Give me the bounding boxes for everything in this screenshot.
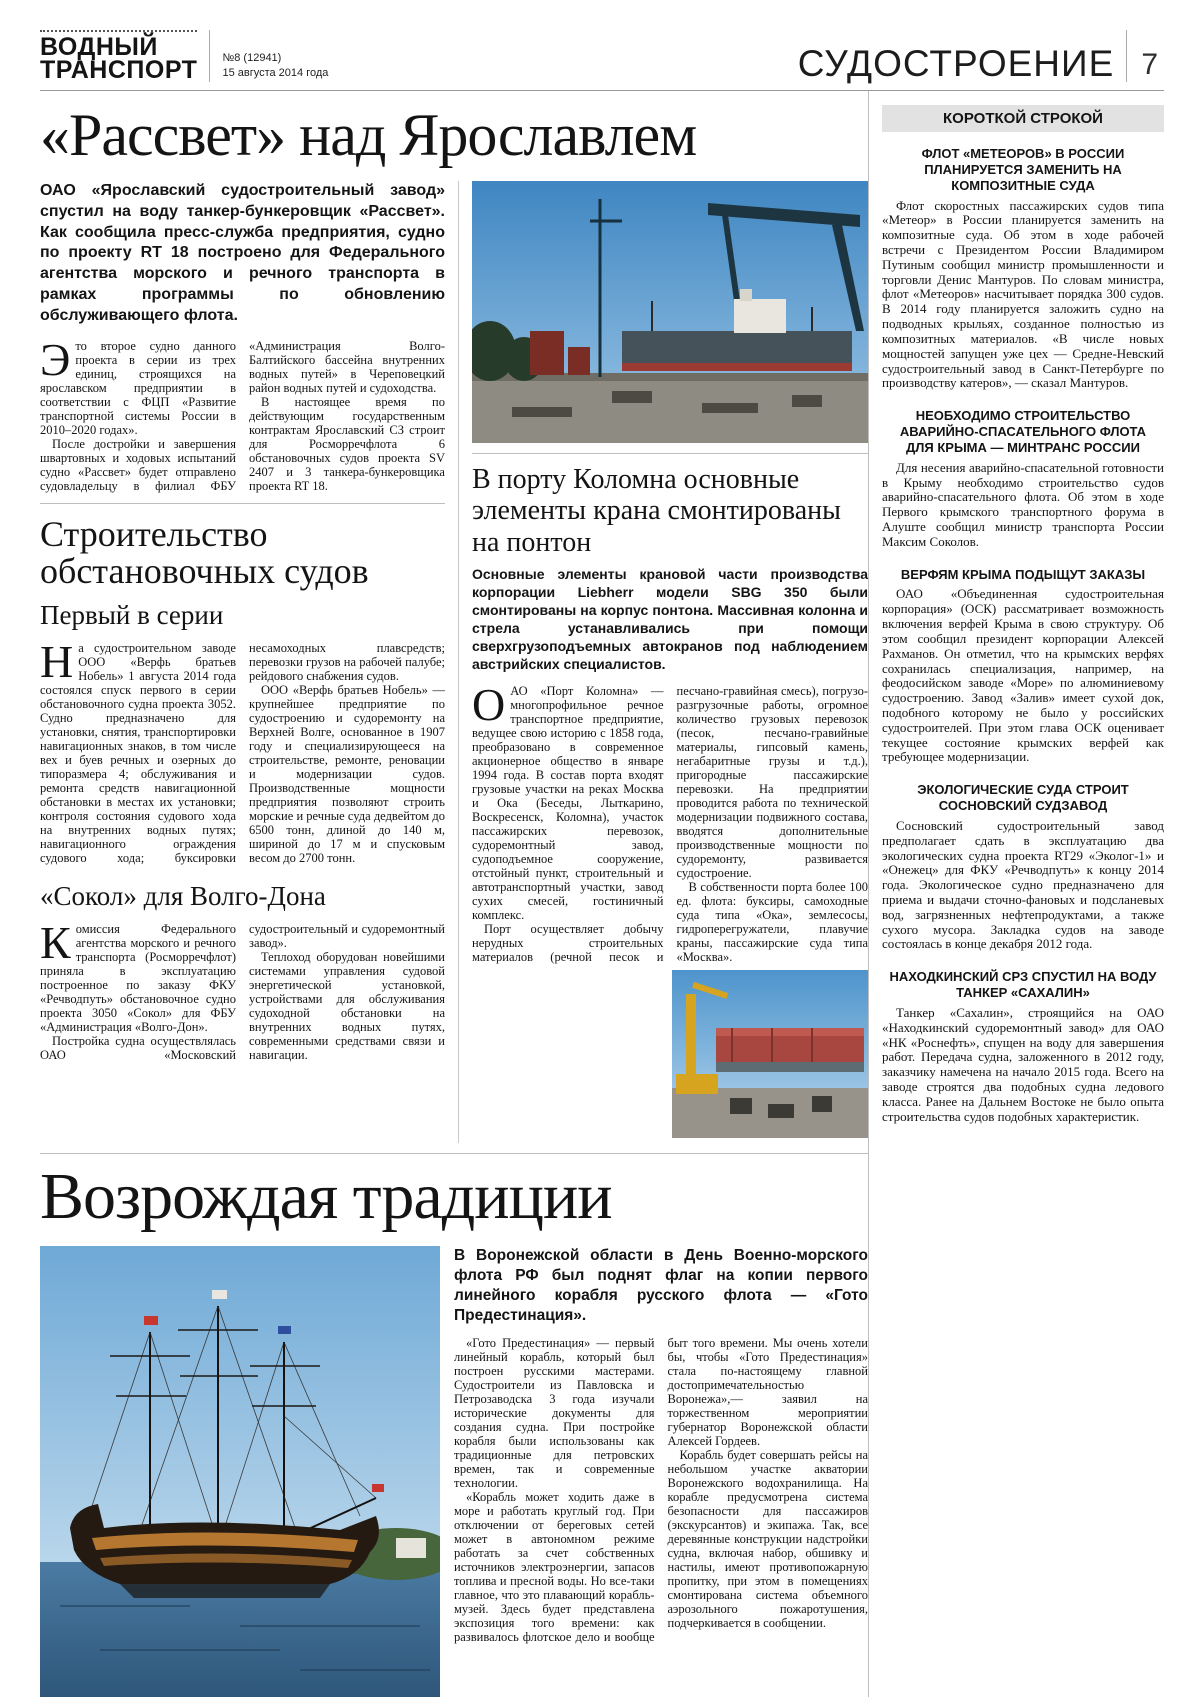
body-paragraph: Порт осуществляет добычу нерудных строительных материалов (речной песок и песчано-гравийная смесь), погрузо-разгрузочные работы, огромное количество грузовых перевозок (песок, песчано-гравийные материалы, гипсовый камень, негабаритные грузы и т.д.), пригородные пассажирские перевозки. На предприятии проводится работа по технической модернизации подвижного состава, вводятся дополнительные производственные мощности по судоремонту, развивается судостроение. — [472, 683, 868, 964]
article-sokol-headline: «Сокол» для Волго-Дона — [40, 880, 326, 911]
sidebar-item-title: НАХОДКИНСКИЙ СРЗ СПУСТИЛ НА ВОДУ ТАНКЕР «САХАЛИН» — [889, 969, 1157, 1001]
section-rule — [472, 453, 868, 454]
body-paragraph: «Корабль может ходить даже в море и работать круглый год. При отключении от береговых сетей может в автономном режиме работать за счет собственных источников электроэнергии, запасов топлива и пресной воды. Но все-таки главное, что это плавающий корабль-музей. Здесь будет представлена экспозиция того времени: как развивалось флотское дело и вообще быт того времени. Мы очень хотели бы, чтобы «Гото Предестинация» стала по-настоящему главной достопримечательностью Воронежа»,— заявил на торжественном мероприятии губернатор Воронежской области Алексей Гордеев. — [454, 1336, 868, 1645]
article-traditions-headline: Возрождая традиции — [40, 1159, 612, 1233]
article-sokol-body — [40, 916, 445, 1062]
body-paragraph: Теплоход оборудован новейшими системами управления судовой энергетической установкой, устройствами для обслуживания судоходной обстановки на внутренних водных путях, современными средствами связи и навигации. — [249, 949, 445, 1062]
article-kolomna-lead: Основные элементы крановой части производства корпорации Liebherr модели SBG 350 были смонтированы на корпус понтона. Массивная колонна и стрела устанавливались при помощи сверхгрузоподъемных автокранов под наблюдением австрийских специалистов. — [472, 566, 868, 672]
header-divider — [209, 30, 210, 82]
sidebar-item-title: НЕОБХОДИМО СТРОИТЕЛЬСТВО АВАРИЙНО-СПАСАТЕЛЬНОГО ФЛОТА ДЛЯ КРЫМА — МИНТРАНС РОССИИ — [899, 408, 1147, 455]
body-paragraph: В собственности порта более 100 ед. флота: буксиры, самоходные суда типа «Ока», землесосы, гидроперегружатели, плавучие краны, пассажирские суда типа «Москва». — [676, 879, 868, 964]
sidebar-item-title: ВЕРФЯМ КРЫМА ПОДЫЩУТ ЗАКАЗЫ — [900, 566, 1146, 582]
sidebar-item-title: ЭКОЛОГИЧЕСКИЕ СУДА СТРОИТ СОСНОВСКИЙ СУДЗАВОД — [917, 782, 1129, 814]
right-subcolumn — [459, 181, 868, 1143]
left-subcolumn — [40, 181, 459, 1143]
sidebar — [868, 91, 1164, 1697]
article-kolomna-body — [472, 678, 868, 964]
logo-line-2: ТРАНСПОРТ — [40, 56, 198, 84]
newspaper-logo — [40, 30, 197, 82]
sidebar-item-text: ОАО «Объединенная судостроительная корпорация» (ОСК) рассматривает возможность включения верфей Крыма в свою структуру. Об этом сообщил президент корпорации Алексей Рахманов. Он отметил, что на крымских верфях сохранилась специализация, например, на феодосийском заводе «Море» по алюминиевому судостроению. Завод «Залив» имеет сухой док, подобного которому не было у российских судостроителей. При этом глава ОСК оценивает текущее состояние крымских верфей как требующее модернизации. — [882, 586, 1164, 765]
sidebar-item — [882, 969, 1164, 1124]
sidebar-item-text: Танкер «Сахалин», строящийся на ОАО «Находкинский судоремонтный завод» для ОАО «НК «Роснефть», спущен на воду для завершения работ. Передача судна, заложенного в 2012 году, заказчику намечена на начало 2015 года. Всего на заводе строятся два подобных судна ледового класса. Ранее на Дальнем Востоке не было опыта строительства судов подобных характеристик. — [882, 1004, 1164, 1124]
article-obstanovochnye-headline: Строительство обстановочных судов — [40, 513, 369, 591]
main-column — [40, 91, 868, 1697]
traditions-photo-wrap — [40, 1246, 440, 1697]
content-area — [40, 91, 1164, 1697]
section-rule-wide — [40, 1153, 868, 1154]
article-traditions-body — [454, 1336, 868, 1644]
sidebar-item — [882, 146, 1164, 391]
issue-info — [222, 51, 328, 82]
article-rassvet-headline: «Рассвет» над Ярославлем — [40, 102, 697, 168]
sailing-ship-goto-predestinatsia-photo — [40, 1246, 440, 1697]
sidebar-item — [882, 567, 1164, 766]
body-paragraph: В настоящее время по действующим государственным контрактам Ярославский СЗ строит для Росморречфлота 6 обстановочных судов проекта SV 2407 и 3 танкера-бункеровщика проекта RT 18. — [249, 394, 445, 493]
article-obstanovochnye-subhead: Первый в серии — [40, 599, 224, 630]
body-paragraph: После достройки и завершения швартовных и ходовых испытаний судно «Рассвет» будет отправлено судовладельцу в филиал ФБУ «Администрация Волго-Балтийского бассейна внутренних водных путей» в Череповецкий район водных путей и судоходства. — [40, 338, 445, 493]
header-divider — [1126, 30, 1127, 82]
body-paragraph: Корабль будет совершать рейсы на небольшом участке акватории Воронежского водохранилища. На корабле предусмотрена система безопасности для пассажиров (экскурсантов) и экипажа. Так, все деревянные конструкции надстройки судна, включая набор, обшивку и настилы, имеют противопожарную пропитку, при этом в помещениях смонтирована система объемного аэрозольного пожаротушения, подчеркивается в сообщении. — [667, 1448, 868, 1631]
sidebar-item-title: ФЛОТ «МЕТЕОРОВ» В РОССИИ ПЛАНИРУЕТСЯ ЗАМЕНИТЬ НА КОМПОЗИТНЫЕ СУДА — [921, 146, 1125, 193]
body-paragraph: ООО «Верфь братьев Нобель» — крупнейшее предприятие по судостроению и судоремонту на Верхней Волге, основанное в 1907 году и специализирующееся на строительстве, ремонте, реновации и модернизации судов. Производственные мощности предприятия позволяют строить морские и речные суда дедвейтом до 6500 тонн, длиной до 140 м, шириной до 17 м и спусковым весом до 2700 тонн. — [249, 682, 445, 865]
article-traditions-lead: В Воронежской области в День Военно-морского флота РФ был поднят флаг на копии первого линейного корабля русского флота — «Гото Предестинация». — [454, 1246, 868, 1324]
article-rassvet-lead: ОАО «Ярославский судостроительный завод» спустил на воду танкер-бункеровщик «Рассвет». Как сообщила пресс-служба предприятия, судно по проекту RT 18 построено для Федерального агентства морского и речного транспорта в рамках программы по обновлению обслуживающего флота. — [40, 182, 445, 324]
logo-line-1: ВОДНЫЙ — [40, 33, 158, 61]
section-title: СУДОСТРОЕНИЕ — [797, 43, 1115, 84]
body-paragraph: Комиссия Федерального агентства морского и речного транспорта (Росморречфлот) приняла в эксплуатацию построенное по заказу ФКУ «Речводпуть» обстановочное судно проекта 3050 «Сокол» для ФБУ «Администрация «Волго-Дон». — [40, 916, 236, 1034]
body-paragraph: «Гото Предестинация» — первый линейный корабль, который был построен русскими мастерами. Судостроители из Павловска и Петрозаводска 3 года изучали исторические документы для создания судна. При постройке корабля были использованы как традиционные для петровских времен, так и современные технологии. — [454, 1336, 655, 1491]
body-paragraph: Это второе судно данного проекта в серии из трех единиц, строящихся на ярославском предприятии в соответствии с ФЦП «Развитие транспортной системы России в 2010–2020 годах». — [40, 333, 236, 437]
sidebar-item-text: Сосновский судостроительный завод предполагает сдать в эксплуатацию два экологических судна проекта RT29 «Эколог-1» и «Онежец» для ФКУ «Речводпуть» к концу 2014 года. Экологическое судно предназначено для приема и выдачи сточно-фановых и подсланевых вод, загрязненных нефтепродуктами, а также сухого мусора. Закладка судов на заводе состоялась в конце декабря 2012 года. — [882, 817, 1164, 952]
kolomna-photo-wrap — [672, 970, 868, 1143]
page-header — [40, 0, 1164, 91]
body-paragraph: На судостроительном заводе ООО «Верфь братьев Нобель» 1 августа 2014 года состоялся спуск первого в серии обстановочного судна проекта 3052. Судно предназначено для установки, снятия, транспортировки навигационных знаков, в том числе вех и буев речных и озерных до типоразмера 4; обслуживания и ремонта средств навигационной обстановки в местах их установки; контроля состояния судового хода на внутренних водных путях; навигационного ограждения судового хода; буксировки несамоходных плавсредств; перевозки грузов на рабочей палубе; рейдового снабжения судов. — [40, 635, 445, 865]
sidebar-header: КОРОТКОЙ СТРОКОЙ — [882, 105, 1164, 132]
section-rule — [40, 503, 445, 504]
shipyard-tanker-launch-photo — [472, 181, 868, 443]
article-kolomna-headline: В порту Коломна основные элементы крана смонтированы на понтон — [472, 464, 841, 558]
traditions-row — [40, 1246, 868, 1697]
page-number: 7 — [1141, 48, 1158, 81]
body-paragraph: Постройка судна осуществлялась ОАО «Московский судостроительный и судоремонтный завод». — [40, 921, 445, 1062]
article-obstanovochnye-body — [40, 635, 445, 865]
upper-articles-row — [40, 181, 868, 1143]
issue-number: №8 (12941) — [222, 52, 282, 65]
sidebar-item-text: Флот скоростных пассажирских судов типа «Метеор» в России планируется заменить на композитные суда. Об этом в ходе рабочей встречи с Президентом России Владимиром Путиным сообщил министр промышленности и торговли Денис Мантуров. По словам министра, флот «Метеоров» насчитывает порядка 300 судов. В 2014 году планируется заложить судно на подводных крыльях, созданное полностью из композитных материалов. «В числе новых мощностей запущен уже цех — Средне-Невский судостроительный завод в Санкт-Петербурге по производству катеров», — сказал Мантуров. — [882, 197, 1164, 391]
traditions-text-column — [440, 1246, 868, 1697]
sidebar-item — [882, 408, 1164, 549]
sidebar-item-text: Для несения аварийно-спасательной готовности в Крыму необходимо строительство судов аварийно-спасательного флота. Об этом в ходе Первого крымского транспортного форума в Алуште сообщил министр транспорта России Максим Соколов. — [882, 459, 1164, 549]
issue-date: 15 августа 2014 года — [222, 66, 329, 79]
article-rassvet-body — [40, 333, 445, 493]
liebherr-crane-pontoon-photo — [672, 970, 868, 1138]
body-paragraph: ОАО «Порт Коломна» — многопрофильное речное транспортное предприятие, ведущее свою историю с 1858 года, преобразовано в современное акционерное общество в январе 1994 года. В состав порта входят грузовые участки на реках Москва и Ока (Беседы, Лыткарино, Воскресенск, Коломна), участок пассажирских перевозок, судоремонтный завод, судоподъемное сооружение, отстойный пункт, строительный и автотранспортный участки, завод сухих смесей, гостиничный комплекс. — [472, 678, 664, 922]
sidebar-item — [882, 782, 1164, 952]
